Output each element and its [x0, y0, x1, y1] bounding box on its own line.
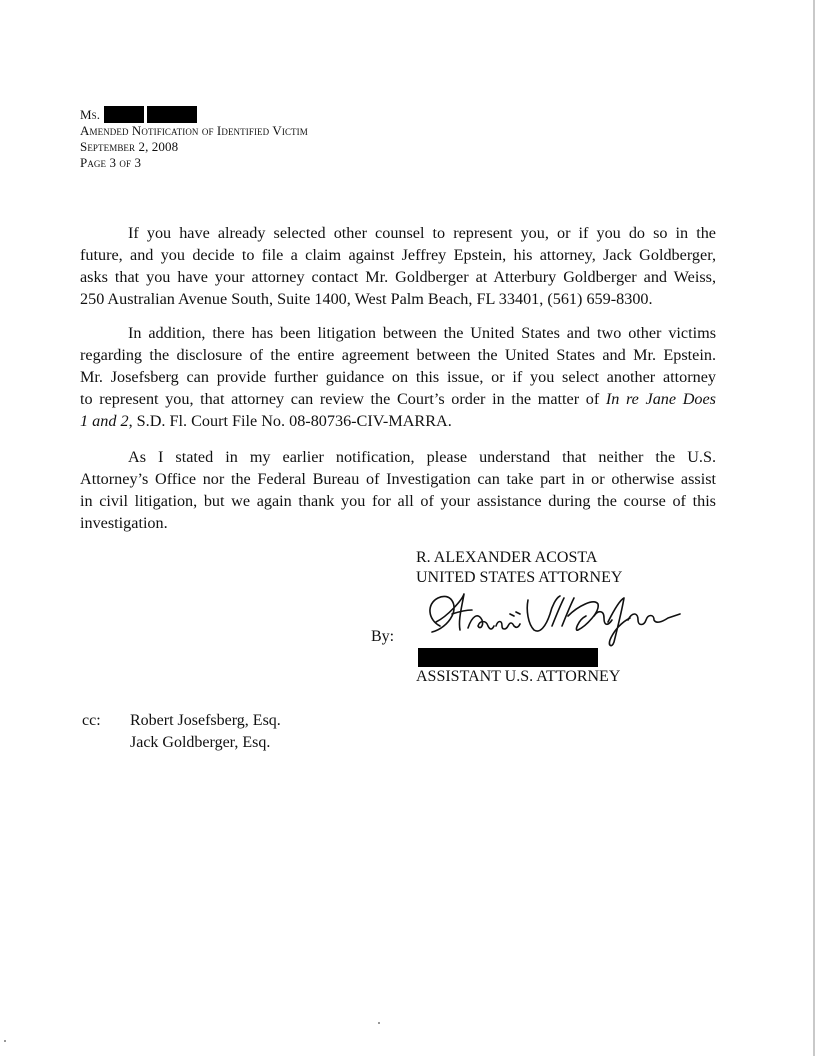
header-date: September 2, 2008: [80, 139, 179, 154]
paragraph-counsel: [80, 222, 716, 310]
handwritten-signature: [418, 586, 688, 650]
page-edge: [813, 0, 815, 1056]
redaction-box: [104, 106, 144, 123]
paragraph-line: [80, 388, 716, 410]
redaction-box: [418, 648, 598, 667]
paragraph-line: As I stated in my earlier notification, please understand that neither the U.S.: [128, 448, 716, 466]
signatory-title: ASSISTANT U.S. ATTORNEY: [416, 668, 621, 685]
redaction-box: [147, 106, 197, 123]
cc-label: cc:: [82, 712, 101, 729]
paragraph-line: asks that you have your attorney contact Mr. Goldberger at Atterbury Goldberger and Weiss,: [80, 268, 716, 286]
cc-recipient: Jack Goldberger, Esq.: [130, 734, 271, 751]
signatory-office: UNITED STATES ATTORNEY: [416, 569, 623, 586]
paragraph-litigation: [80, 322, 716, 432]
letter-header: [80, 106, 308, 171]
signature-block: [416, 548, 622, 588]
paragraph-line: [80, 410, 716, 432]
salutation: Ms.: [80, 107, 101, 122]
line-text: , S.D. Fl. Court File No. 08-80736-CIV-MARRA.: [128, 412, 452, 430]
paragraph-line: regarding the disclosure of the entire agreement between the United States and Mr. Epstein.: [80, 346, 716, 364]
paragraph-line: 250 Australian Avenue South, Suite 1400, West Palm Beach, FL 33401, (561) 659-8300.: [80, 290, 653, 308]
paragraph-line: Mr. Josefsberg can provide further guidance on this issue, or if you select another attorney: [80, 368, 716, 386]
recipient-line: [80, 106, 308, 123]
case-name-italic: 1 and 2: [80, 412, 129, 430]
paragraph-line: investigation.: [80, 514, 168, 532]
header-page-number: Page 3 of 3: [80, 155, 142, 170]
signatory-name: R. ALEXANDER ACOSTA: [416, 549, 598, 566]
paragraph-line: If you have already selected other counsel to represent you, or if you do so in the: [128, 224, 716, 242]
paragraph-line: future, and you decide to file a claim against Jeffrey Epstein, his attorney, Jack Goldberger,: [80, 246, 716, 264]
cc-recipients: [130, 710, 281, 754]
header-subject: Amended Notification of Identified Victim: [80, 123, 308, 138]
case-name-italic: In re Jane Does: [605, 390, 716, 408]
paragraph-closing: [80, 446, 716, 534]
cc-recipient: Robert Josefsberg, Esq.: [130, 712, 281, 729]
paragraph-line: in civil litigation, but we again thank you for all of your assistance during the course of this: [80, 492, 716, 510]
scan-speck: [378, 1022, 380, 1024]
by-label: By:: [371, 628, 395, 645]
paragraph-line: In addition, there has been litigation between the United States and two other victims: [128, 324, 716, 342]
line-text: to represent you, that attorney can review the Court’s order in the matter of: [80, 390, 606, 408]
paragraph-line: Attorney’s Office nor the Federal Bureau of Investigation can take part in or otherwise assist: [80, 470, 716, 488]
scan-speck: [4, 1040, 6, 1042]
